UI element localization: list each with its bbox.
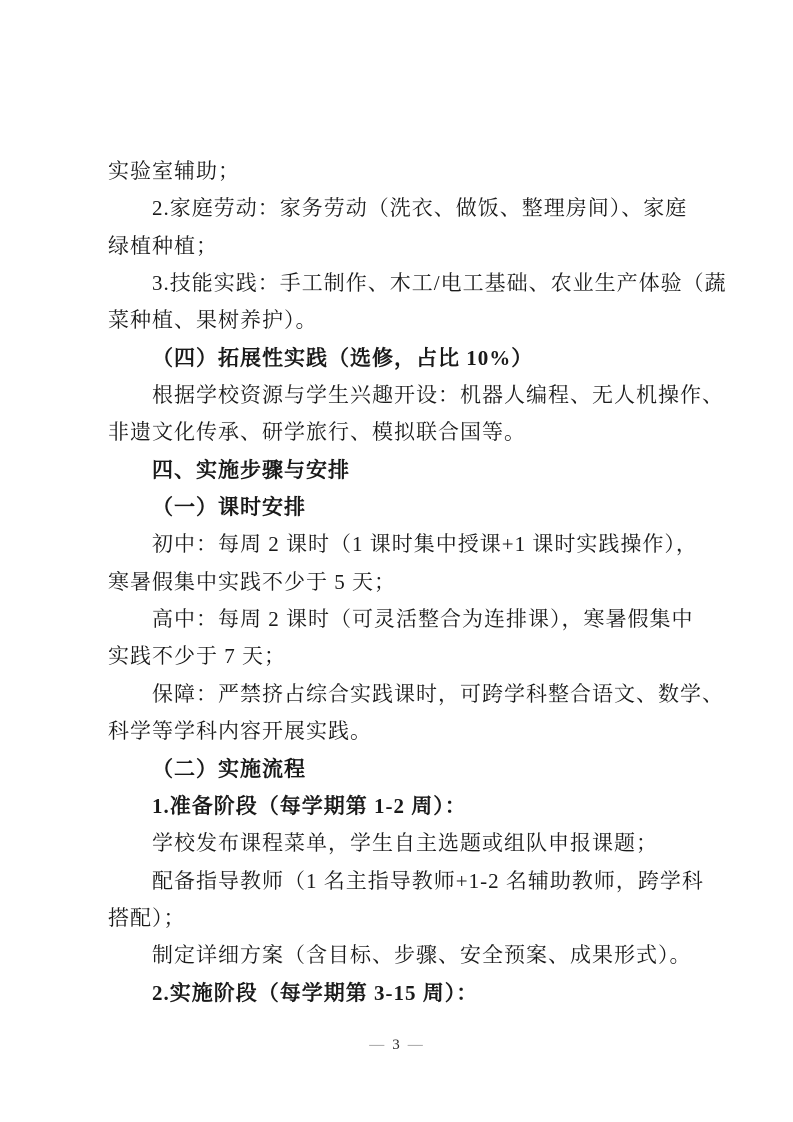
- text-line: 配备指导教师（1 名主指导教师+1-2 名辅助教师，跨学科: [152, 868, 704, 893]
- text-line: 搭配）；: [108, 905, 186, 930]
- heading-line: （一）课时安排: [152, 495, 306, 520]
- text-line: 保障：严禁挤占综合实践课时，可跨学科整合语文、数学、: [152, 681, 724, 706]
- text-line: 菜种植、果树养护）。: [108, 308, 318, 333]
- text-line: 科学等学科内容开展实践。: [108, 719, 372, 744]
- text-line: 高中：每周 2 课时（可灵活整合为连排课），寒暑假集中: [152, 607, 694, 632]
- text-line: 非遗文化传承、研学旅行、模拟联合国等。: [108, 420, 526, 445]
- text-line: 寒暑假集中实践不少于 5 天；: [108, 569, 396, 594]
- footer-dash-left: —: [369, 1037, 386, 1053]
- text-line: 绿植种植；: [108, 233, 218, 258]
- text-line: 根据学校资源与学生兴趣开设：机器人编程、无人机操作、: [152, 383, 724, 408]
- text-line: 实验室辅助；: [108, 159, 240, 183]
- page-footer: [0, 1032, 793, 1058]
- heading-line: 1.准备阶段（每学期第 1-2 周）：: [152, 793, 467, 818]
- text-line: 初中：每周 2 课时（1 课时集中授课+1 课时实践操作），: [152, 532, 698, 557]
- heading-line: 2.实施阶段（每学期第 3-15 周）：: [152, 980, 479, 1005]
- text-line: 学校发布课程菜单，学生自主选题或组队申报课题；: [152, 831, 658, 856]
- document-body: [108, 153, 727, 1012]
- text-line: 3.技能实践：手工制作、木工/电工基础、农业生产体验（蔬: [152, 271, 727, 296]
- heading-line: （四）拓展性实践（选修，占比 10%）: [152, 345, 534, 370]
- heading-line: 四、实施步骤与安排: [152, 457, 350, 482]
- text-line: 制定详细方案（含目标、步骤、安全预案、成果形式）。: [152, 943, 692, 968]
- footer-dash-right: —: [407, 1037, 424, 1053]
- text-line: 实践不少于 7 天；: [108, 644, 286, 669]
- page-number: 3: [392, 1037, 401, 1053]
- text-line: 2.家庭劳动：家务劳动（洗衣、做饭、整理房间）、家庭: [152, 196, 688, 221]
- heading-line: （二）实施流程: [152, 756, 306, 781]
